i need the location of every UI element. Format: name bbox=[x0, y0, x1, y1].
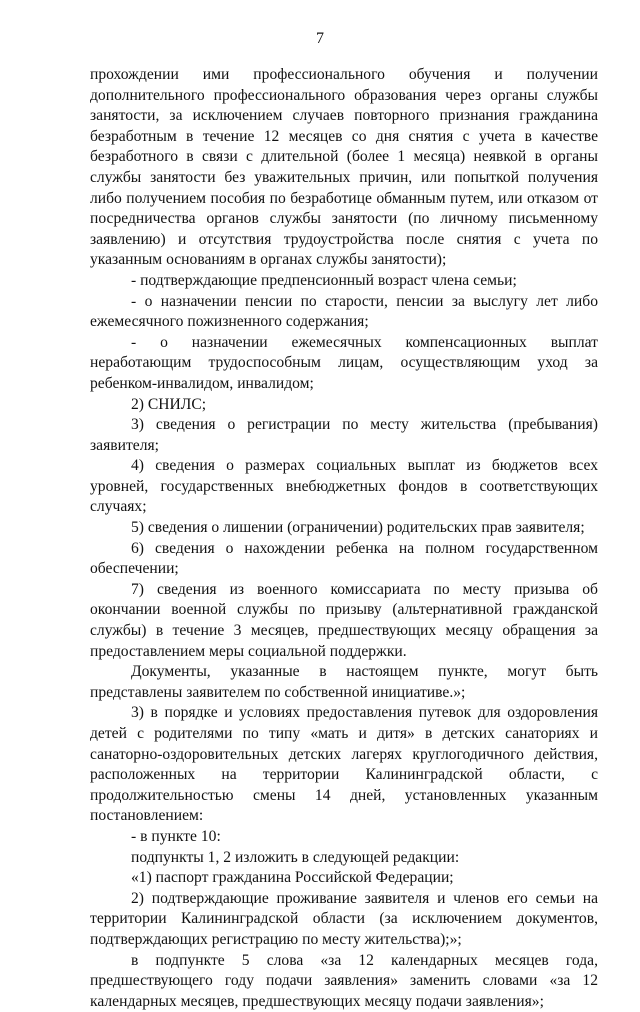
paragraph-compensation: - о назначении ежемесячных компенсационных выплат неработающим трудоспособным лицам, осуществляющим уход за ребенком-инвалидом, инвалидом; bbox=[90, 333, 598, 392]
paragraph-item-4: 4) сведения о размерах социальных выплат из бюджетов всех уровней, государственных внебюджетных фондов в соответствующих случаях; bbox=[90, 457, 598, 516]
paragraph-item-3: 3) сведения о регистрации по месту жительства (пребывания) заявителя; bbox=[90, 416, 598, 454]
page-number: 7 bbox=[316, 30, 324, 47]
paragraph-documents-note: Документы, указанные в настоящем пункте, могут быть представлены заявителем по собственной инициативе.»; bbox=[90, 663, 598, 701]
paragraph-subpoint-5: в подпункте 5 слова «за 12 календарных месяцев года, предшествующего году подачи заявления» заменить словами «за 12 календарных месяцев, предшествующих месяцу подачи заявления»; bbox=[90, 951, 598, 1010]
paragraph-item-5: 5) сведения о лишении (ограничении) родительских прав заявителя; bbox=[131, 519, 585, 537]
paragraph-preretirement: - подтверждающие предпенсионный возраст члена семьи; bbox=[131, 271, 517, 289]
paragraph-pension: - о назначении пенсии по старости, пенсии за выслугу лет либо ежемесячного пожизненного содержания; bbox=[90, 292, 598, 331]
paragraph-passport: «1) паспорт гражданина Российской Федерации; bbox=[131, 869, 454, 887]
paragraph-item-6: 6) сведения о нахождении ребенка на полном государственном обеспечении; bbox=[90, 539, 598, 578]
paragraph-point-10: - в пункте 10: bbox=[131, 827, 221, 845]
document-body bbox=[90, 65, 598, 1012]
paragraph-residence: 2) подтверждающие проживание заявителя и членов его семьи на территории Калининградской области (за исключением документов, подтверждающих регистрацию по месту жительства);»; bbox=[90, 889, 598, 948]
paragraph-subpoints: подпункты 1, 2 изложить в следующей редакции: bbox=[131, 848, 460, 866]
paragraph-item-7: 7) сведения из военного комиссариата по месту призыва об окончании военной службы по призыву (альтернативной гражданской службы) в течение 3 месяцев, предшествующих месяцу обращения за предоставлением меры социальной поддержки. bbox=[90, 580, 598, 660]
paragraph-item-2: 2) СНИЛС; bbox=[131, 395, 207, 413]
paragraph-continuation: прохождении ими профессионального обучения и получении дополнительного профессионального образования через органы службы занятости, за исключением случаев повторного признания гражданина безработным в течение 12 месяцев со дня снятия с учета в качестве безработного в связи с длительной (более 1 месяца) неявкой в органы службы занятости без уважительных причин, или попыткой получения либо получением пособия по безработице обманным путем, или отказом от посредничества органов службы занятости (по личному письменному заявлению) и отсутствия трудоустройства после снятия с учета по указанным основаниям в органах службы занятости); bbox=[90, 66, 598, 269]
paragraph-section-3: 3) в порядке и условиях предоставления путевок для оздоровления детей с родителями по типу «мать и дитя» в детских санаториях и санаторно-оздоровительных детских лагерях круглогодичного действия, расположенных на территории Калининградской области, с продолжительностью смены 14 дней, установленных указанным постановлением: bbox=[90, 704, 598, 825]
